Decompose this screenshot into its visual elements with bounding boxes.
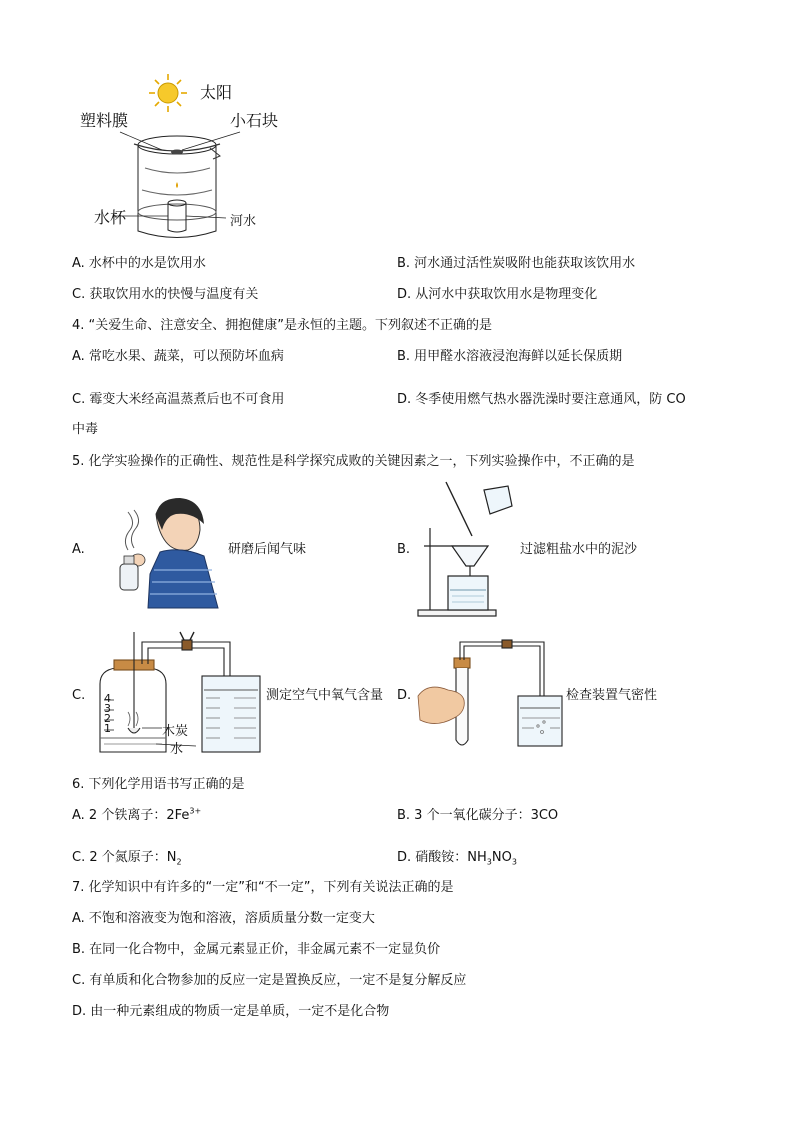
q5-option-d-text: 检查装置气密性 [566,688,658,703]
c-fig-mark-1: 1 [104,722,111,735]
q6-option-c-text: C. 2 个氮原子：N [72,850,177,865]
q4-option-b: B. 用甲醛水溶液浸泡海鲜以延长保质期 [397,349,623,364]
q3-option-c: C. 获取饮用水的快慢与温度有关 [72,287,259,302]
q6-option-a-charge: 3+ [189,806,202,816]
q3-option-a: A. 水杯中的水是饮用水 [72,256,206,271]
q7-option-a: A. 不饱和溶液变为饱和溶液，溶质质量分数一定变大 [72,911,375,926]
q4-option-d-continued: 中毒 [72,422,99,437]
q5-option-c-letter: C. [72,688,86,703]
q6-option-c-subscript: 2 [176,857,182,867]
label-river: 河水 [230,214,257,229]
q4-option-d: D. 冬季使用燃气热水器洗澡时要注意通风，防 CO [397,392,686,407]
q3-option-d: D. 从河水中获取饮用水是物理变化 [397,287,598,302]
stone-icon [171,150,183,155]
q5-option-a-text: 研磨后闻气味 [228,542,307,557]
c-fig-mark-3: 3 [104,702,111,715]
c-fig-label-charcoal: 木炭 [162,724,189,739]
cup-icon [168,200,186,232]
c-fig-mark-4: 4 [104,692,111,705]
q7-option-d: D. 由一种元素组成的物质一定是单质，一定不是化合物 [72,1004,390,1019]
q5-option-a-letter: A. [72,542,85,557]
label-cup: 水杯 [94,208,127,227]
airtightness-figure [414,636,564,756]
q3-option-b: B. 河水通过活性炭吸附也能获取该饮用水 [397,256,636,271]
sun-icon [149,74,187,112]
q7-stem: 7. 化学知识中有许多的“一定”和“不一定”，下列有关说法正确的是 [72,880,454,895]
q4-option-c: C. 霉变大米经高温蒸煮后也不可食用 [72,392,285,407]
label-plastic-film: 塑料膜 [80,111,129,130]
q4-option-a: A. 常吃水果、蔬菜，可以预防坏血病 [72,349,284,364]
q6-option-d-text-2: NO [491,850,512,865]
label-stone: 小石块 [230,111,279,130]
q7-option-c: C. 有单质和化合物参加的反应一定是置换反应，一定不是复分解反应 [72,973,467,988]
q6-option-a [72,808,201,824]
solar-still-figure [70,66,300,246]
smelling-figure [100,490,220,610]
q5-option-b-text: 过滤粗盐水中的泥沙 [520,542,638,557]
q6-option-d-subscript-2: 3 [511,857,517,867]
c-fig-label-water: 水 [170,742,184,757]
filtration-figure [412,478,522,618]
q4-stem: 4. “关爱生命、注意安全、拥抱健康”是永恒的主题。下列叙述不正确的是 [72,318,493,333]
q5-option-c-text: 测定空气中氧气含量 [266,688,384,703]
q6-option-d-subscript-1: 3 [486,857,492,867]
q7-option-b: B. 在同一化合物中，金属元素显正价，非金属元素不一定显负价 [72,942,441,957]
q6-stem: 6. 下列化学用语书写正确的是 [72,777,245,792]
q6-option-d-text: D. 硝酸铵：NH [397,850,487,865]
q6-option-b: B. 3 个一氧化碳分子：3CO [397,808,559,823]
q5-option-d-letter: D. [397,688,412,703]
boy-icon [131,498,218,608]
q5-option-b-letter: B. [397,542,411,557]
q6-option-c [72,850,182,866]
q5-stem: 5. 化学实验操作的正确性、规范性是科学探究成败的关键因素之一，下列实验操作中，不正确的是 [72,454,635,469]
label-sun: 太阳 [200,83,233,102]
q6-option-a-text: A. 2 个铁离子：2Fe [72,808,190,823]
c-fig-mark-2: 2 [104,712,111,725]
q6-option-d [397,850,517,866]
